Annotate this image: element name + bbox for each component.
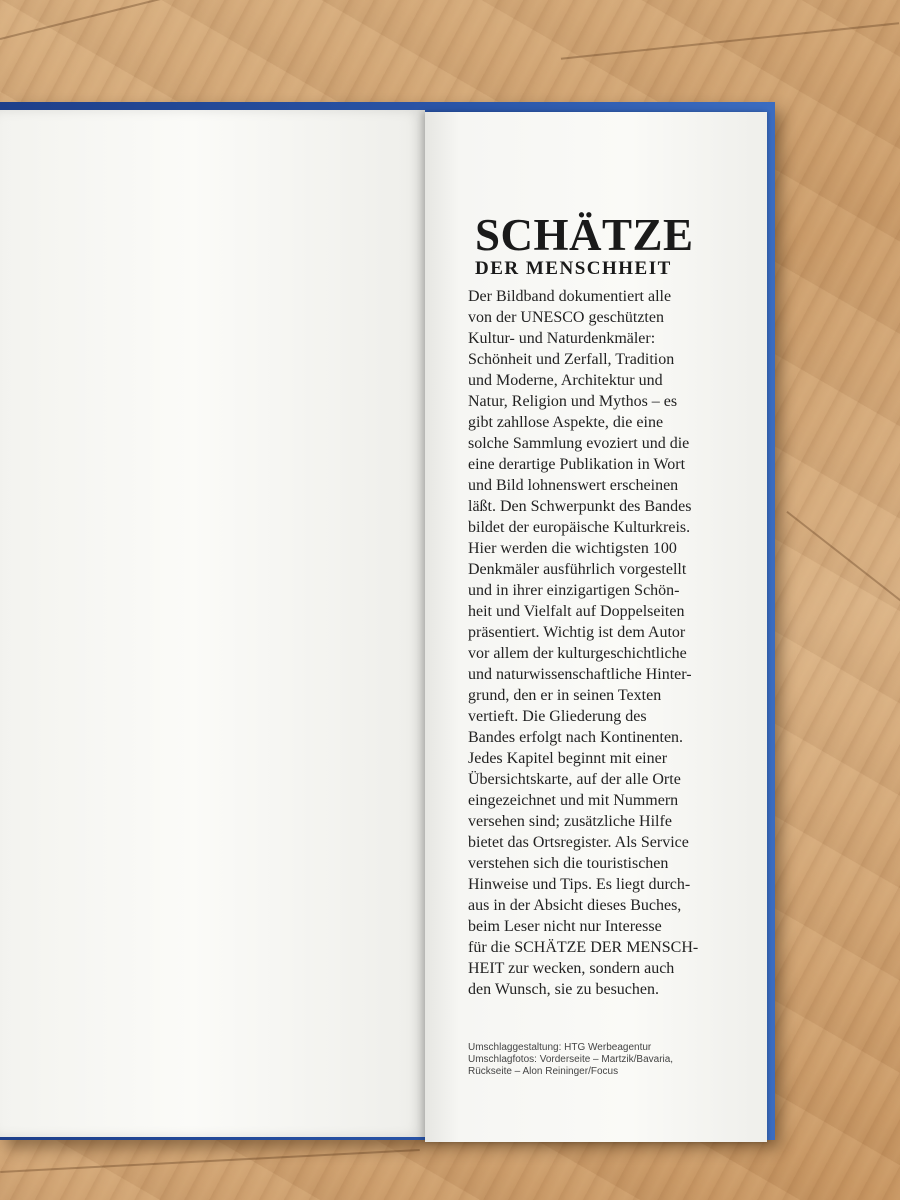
blurb-line: Schönheit und Zerfall, Tradition (468, 351, 675, 368)
blurb-line: Jedes Kapitel beginnt mit einer (468, 750, 668, 767)
blurb-line: und in ihrer einzigartigen Schön- (468, 582, 680, 599)
floor-seam (561, 22, 899, 60)
blurb-line: bietet das Ortsregister. Als Service (468, 834, 689, 851)
credit-line: Umschlagfotos: Vorderseite – Martzik/Bavaria, (468, 1054, 674, 1065)
blurb-line: und Bild lohnenswert erscheinen (468, 477, 679, 494)
blurb-line: Hinweise und Tips. Es liegt durch- (468, 876, 691, 893)
blurb-line: solche Sammlung evoziert und die (468, 435, 690, 452)
credit-line: Umschlaggestaltung: HTG Werbeagentur (468, 1042, 652, 1053)
blurb-line: von der UNESCO geschützten (468, 309, 664, 326)
blurb-line: versehen sind; zusätzliche Hilfe (468, 813, 672, 830)
blurb-line: präsentiert. Wichtig ist dem Autor (468, 624, 686, 641)
blurb-line: den Wunsch, sie zu besuchen. (468, 981, 660, 998)
blurb-line: läßt. Den Schwerpunkt des Bandes (468, 498, 692, 515)
blurb-line: HEIT zur wecken, sondern auch (468, 960, 675, 977)
book-title: SCHÄTZE (475, 210, 694, 260)
floor-seam (0, 0, 165, 40)
blurb-line: vertieft. Die Gliederung des (468, 708, 647, 725)
floor-seam (0, 1149, 420, 1173)
blurb-line: und Moderne, Architektur und (468, 372, 663, 389)
blurb-line: Kultur- und Naturdenkmäler: (468, 330, 656, 347)
flap-content (468, 212, 733, 1000)
blurb-line: grund, den er in seinen Texten (468, 687, 662, 704)
blurb-line: eine derartige Publikation in Wort (468, 456, 686, 473)
floor-seam (786, 511, 900, 611)
blurb-line: Hier werden die wichtigsten 100 (468, 540, 677, 557)
blurb-line: eingezeichnet und mit Nummern (468, 792, 679, 809)
blurb-line: aus in der Absicht dieses Buches, (468, 897, 682, 914)
blurb-line: Der Bildband dokumentiert alle (468, 288, 672, 305)
blurb-line: bildet der europäische Kulturkreis. (468, 519, 691, 536)
blurb-line: heit und Vielfalt auf Doppelseiten (468, 603, 685, 620)
book-subtitle: DER MENSCHHEIT (475, 258, 672, 279)
blurb-line: vor allem der kulturgeschichtliche (468, 645, 687, 662)
blurb-line: gibt zahllose Aspekte, die eine (468, 414, 664, 431)
cover-credits (468, 1042, 738, 1078)
blurb-line: und naturwissenschaftliche Hinter- (468, 666, 692, 683)
blurb-text (468, 286, 733, 1000)
dust-jacket-flap (425, 112, 767, 1142)
blurb-line: für die SCHÄTZE DER MENSCH- (468, 939, 699, 956)
blurb-line: verstehen sich die touristischen (468, 855, 669, 872)
blurb-line: beim Leser nicht nur Interesse (468, 918, 662, 935)
blurb-line: Übersichtskarte, auf der alle Orte (468, 771, 681, 788)
blurb-line: Natur, Religion und Mythos – es (468, 393, 678, 410)
blurb-line: Denkmäler ausführlich vorgestellt (468, 561, 687, 578)
blurb-line: Bandes erfolgt nach Kontinenten. (468, 729, 684, 746)
blank-endpaper (0, 110, 425, 1137)
credit-line: Rückseite – Alon Reininger/Focus (468, 1066, 619, 1077)
